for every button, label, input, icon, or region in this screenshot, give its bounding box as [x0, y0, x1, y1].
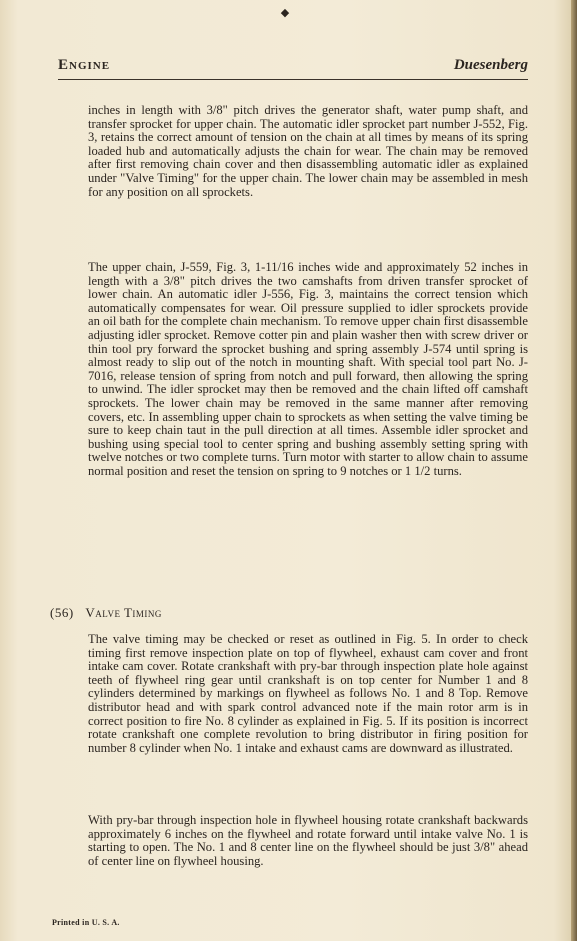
printer-imprint: Printed in U. S. A.	[52, 918, 120, 927]
section-title: Valve Timing	[85, 605, 162, 620]
section-number: (56)	[50, 605, 74, 620]
paragraph: The upper chain, J-559, Fig. 3, 1-11/16 inches wide and approximately 52 inches in length with a 3/8" pitch drives the two camshafts from driven transfer sprocket of lower chain. An automatic idler J-556, Fig. 3, maintains the correct tension which automatically compensates for wear. Oil pressure supplied to idler sprockets provide an oil bath for the complete chain mechanism. To remove upper chain first disassemble adjusting idler sprocket. Remove cotter pin and plain washer then with screw driver or thin tool pry forward the sprocket bushing and spring assembly J-574 until spring is almost ready to slip out of the notch in mounting shaft. With special tool part No. J-7016, release tension of spring from notch and pull forward, then allowing the spring to unwind. The idler sprocket may then be removed and the chain lifted off camshaft sprockets. The lower chain may be removed in the same manner after removing covers, etc. In assembling upper chain to sprockets as when setting the valve timing be sure to keep chain taut in the pull direction at all times. Assemble idler sprocket and bushing using special tool to center spring and bushing assembly setting spring with twelve notches or two complete turns. Turn motor with starter to allow chain to assume normal position and reset the tension on spring to 9 notches or 1 1/2 turns.	[88, 260, 528, 478]
header-section-title: Engine	[58, 57, 111, 73]
header-rule	[58, 79, 528, 80]
paragraph: inches in length with 3/8" pitch drives the generator shaft, water pump shaft, and transfer sprocket for upper chain. The automatic idler sprocket part number J-552, Fig. 3, retains the correct amount of tension on the chain at all times by means of its spring loaded hub and automatically adjusts the chain for wear. The chain may be removed after first removing chain cover and then disassembling automatic idler as explained under "Valve Timing" for the upper chain. The lower chain may be assembled in mesh for any position on all sprockets.	[88, 103, 528, 199]
page-edge	[571, 0, 577, 941]
running-header	[58, 54, 528, 80]
section-heading	[50, 605, 162, 621]
paragraph: With pry-bar through inspection hole in flywheel housing rotate crankshaft backwards approximately 6 inches on the flywheel and rotate forward until intake valve No. 1 is starting to open. The No. 1 and 8 center line on the flywheel should be just 3/8" ahead of center line on flywheel housing.	[88, 813, 528, 868]
paragraph: The valve timing may be checked or reset as outlined in Fig. 5. In order to check timing first remove inspection plate on top of flywheel, exhaust cam cover and front intake cam cover. Rotate crankshaft with pry-bar through inspection plate hole against teeth of flywheel ring gear until crankshaft is on top center for Number 1 and 8 cylinders determined by markings on flywheel as follows No. 1 and 8 Top. Remove distributor head and with spark control advanced note if the main rotor arm is in correct position to fire No. 8 cylinder as explained in Fig. 5. If its position is incorrect rotate crankshaft one complete revolution to bring distributor in firing position for number 8 cylinder when No. 1 intake and exhaust cams are downward as illustrated.	[88, 632, 528, 755]
header-brand-title: Duesenberg	[453, 57, 528, 73]
ornament-mark: ◆	[280, 7, 290, 19]
